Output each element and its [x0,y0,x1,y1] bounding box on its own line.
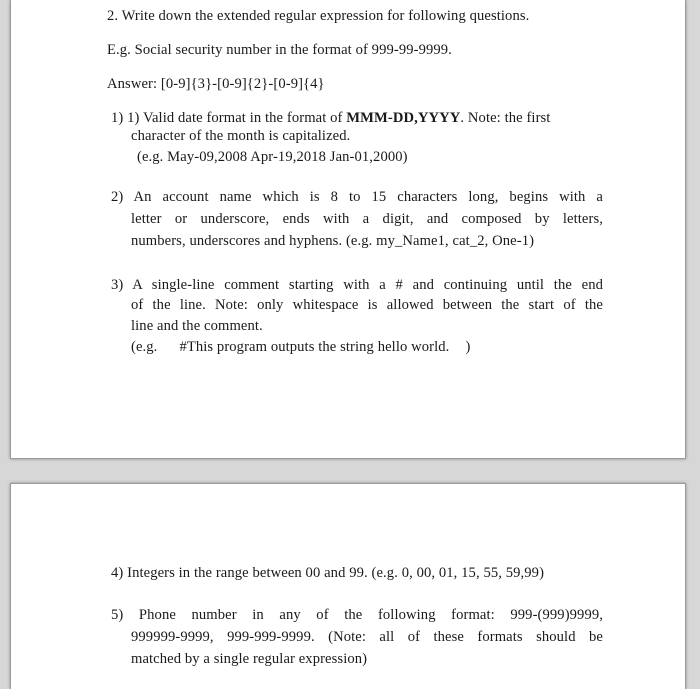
q1-line-1-suffix: . Note: the first [460,110,551,126]
example-answer: Answer: [0-9]{3}-[0-9]{2}-[0-9]{4} [107,76,325,92]
question-heading: 2. Write down the extended regular expression for following questions. [107,8,530,24]
q3-line-1: 3) A single-line comment starting with a # and continuing until the end [111,277,603,293]
q4-line-1: 4) Integers in the range between 00 and 99. (e.g. 0, 00, 01, 15, 55, 59,99) [111,565,545,581]
q1-format-bold: MMM-DD,YYYY [346,110,461,126]
q3-line-4 [131,338,470,356]
q3-line-3: line and the comment. [131,318,263,334]
q2-line-2: letter or underscore, ends with a digit, and composed by letters, [131,211,603,227]
q1-line-1-prefix: 1) 1) Valid date format in the format of [111,110,347,126]
q2-line-3: numbers, underscores and hyphens. (e.g. my_Name1, cat_2, One-1) [131,233,535,249]
q3-example-comment: #This program outputs the string hello world. [179,339,450,355]
q1-line-3: (e.g. May-09,2008 Apr-19,2018 Jan-01,2000) [137,149,408,165]
q2-line-1: 2) An account name which is 8 to 15 characters long, begins with a [111,189,603,205]
q3-close-paren: ) [465,339,471,355]
document-page-2 [10,483,686,689]
q5-line-1: 5) Phone number in any of the following format: 999-(999)9999, [111,607,603,623]
q1-line-2: character of the month is capitalized. [131,128,351,144]
q3-line-2: of the line. Note: only whitespace is allowed between the start of the [131,297,603,313]
example-intro: E.g. Social security number in the format of 999-99-9999. [107,42,452,58]
q5-line-3: matched by a single regular expression) [131,651,368,667]
q1-line-1 [111,109,550,127]
q5-line-2: 999999-9999, 999-999-9999. (Note: all of these formats should be [131,629,603,645]
q3-eg-label: (e.g. [131,339,158,355]
document-page-1 [10,0,686,459]
